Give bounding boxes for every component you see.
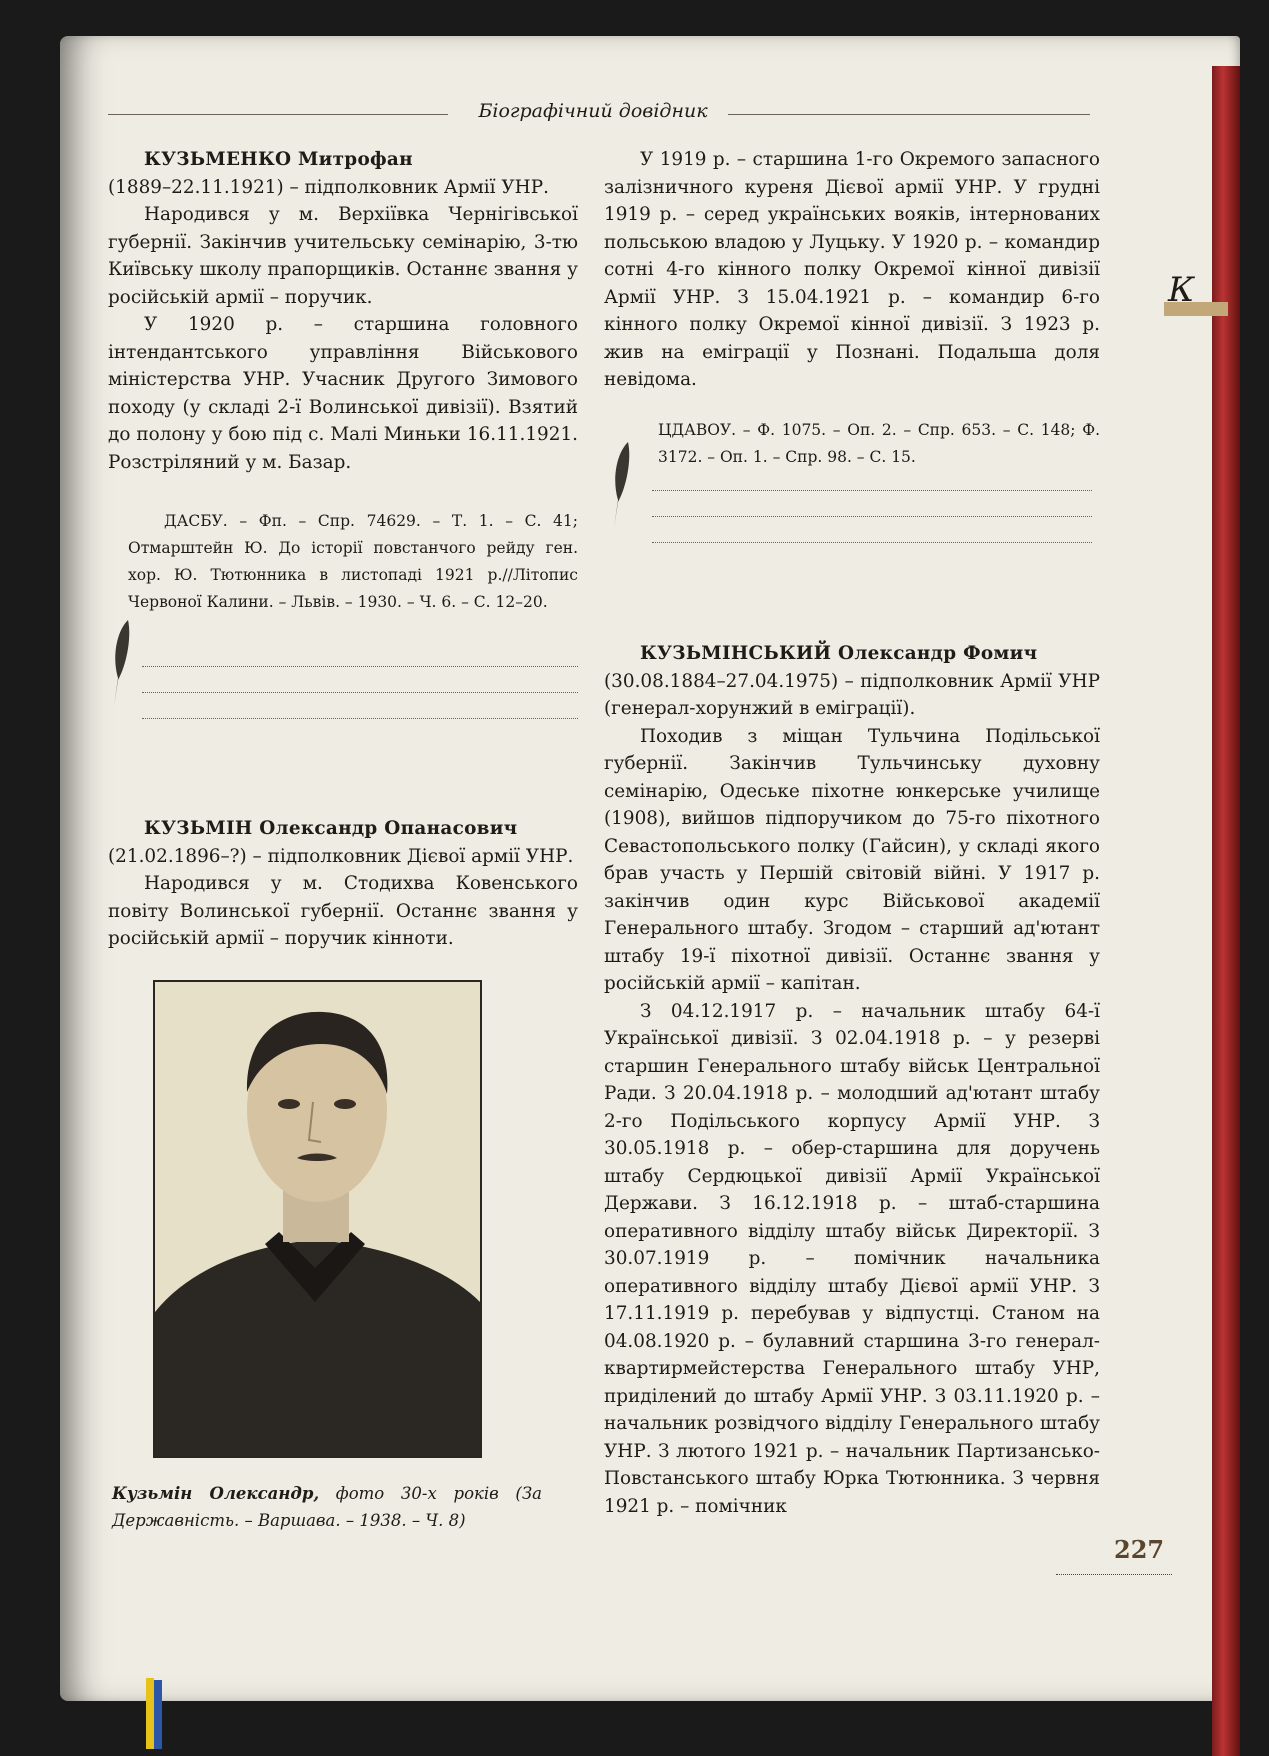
entry-dates: (30.08.1884–27.04.1975) – підполковник Армії УНР (генерал-хорунжий в еміграції). xyxy=(604,670,1100,719)
bookmark-ribbon-yellow xyxy=(146,1678,154,1749)
header-rule-right xyxy=(728,114,1090,115)
entry-dates: (21.02.1896–?) – підполковник Дієвої армії УНР. xyxy=(108,845,574,867)
entry-paragraph: Народився у м. Верхіївка Чернігівської губернії. Закінчив учительську семінарію, 3-тю Київську школу прапорщиків. Останнє звання у російській армії – поручик. xyxy=(108,204,578,308)
right-column xyxy=(604,146,1100,394)
page-number-rule xyxy=(1056,1574,1172,1575)
index-tab xyxy=(1164,270,1228,322)
caption-name: Кузьмін Олександр, xyxy=(112,1484,320,1503)
entry-paragraph: Народився у м. Стодихва Ковенського повіту Волинської губернії. Останнє звання у російській армії – поручик кінноти. xyxy=(108,873,578,949)
index-letter: К xyxy=(1168,270,1195,310)
entry-dates: (1889–22.11.1921) – підполковник Армії УНР. xyxy=(108,176,549,198)
running-header xyxy=(108,100,1090,130)
portrait-photo xyxy=(153,980,482,1458)
photo-caption xyxy=(112,1480,542,1534)
entry-paragraph: У 1919 р. – старшина 1-го Окремого запасного залізничного куреня Дієвої армії УНР. У грудні 1919 р. – серед українських вояків, інтернованих польською владою у Луцьку. У 1920 р. – командир сотні 4-го кінного полку Окремої кінної дивізії Армії УНР. З 15.04.1921 р. – командир 6-го кінного полку Окремої кінної дивізії. З 1923 р. жив на еміграції у Познані. Подальша доля невідома. xyxy=(604,149,1100,390)
entry-name: КУЗЬМІН Олександр Опанасович xyxy=(144,818,518,839)
source-text: ДАСБУ. – Фп. – Спр. 74629. – Т. 1. – С. 41; Отмарштейн Ю. До історії повстанчого рейду ген. хор. Ю. Тютюнника в листопаді 1921 р.//Літопис Червоної Калини. – Львів. – 1930. – Ч. 6. – С. 12–20. xyxy=(128,512,578,611)
header-rule-left xyxy=(108,114,448,115)
page-number: 227 xyxy=(1114,1535,1165,1564)
bookmark-ribbon-blue xyxy=(154,1680,162,1749)
left-column xyxy=(108,146,578,476)
header-title: Біографічний довідник xyxy=(478,100,708,122)
feather-icon xyxy=(610,440,632,530)
feather-icon xyxy=(110,618,132,708)
source-note xyxy=(128,508,578,616)
right-column-entry3 xyxy=(604,640,1100,1520)
source-text: ЦДАВОУ. – Ф. 1075. – Оп. 2. – Спр. 653. – С. 148; Ф. 3172. – Оп. 1. – Спр. 98. – С. 15. xyxy=(658,421,1100,466)
entry-name: КУЗЬМІНСЬКИЙ Олександр Фомич xyxy=(640,643,1038,664)
entry-name: КУЗЬМЕНКО Митрофан xyxy=(144,149,413,170)
entry-paragraph: Походив з міщан Тульчина Подільської губернії. Закінчив Тульчинську духовну семінарію, Одеське піхотне юнкерське училище (1908), вийшов підпоручиком до 75-го піхотного Севастопольського полку (Гайсин), у складі якого брав участь у Першій світовій війні. У 1917 р. закінчив один курс Військової академії Генерального штабу. Згодом – старший ад'ютант штабу 19-ї піхотної дивізії. Останнє звання у російській армії – капітан. xyxy=(604,725,1100,994)
source-note xyxy=(658,417,1100,471)
entry-paragraph: У 1920 р. – старшина головного інтендантського управління Військового міністерства УНР. Учасник Другого Зимового походу (у складі 2-ї Волинської дивізії). Взятий до полону у бою під с. Малі Миньки 16.11.1921. Розстріляний у м. Базар. xyxy=(108,314,578,473)
note-lines xyxy=(652,490,1092,568)
left-column-entry2 xyxy=(108,815,578,953)
portrait-image xyxy=(155,982,480,1456)
note-lines xyxy=(142,666,578,744)
entry-paragraph: З 04.12.1917 р. – начальник штабу 64-ї Української дивізії. З 02.04.1918 р. – у резерві старшин Генерального штабу військ Центральної Ради. З 20.04.1918 р. – молодший ад'ютант штабу 2-го Подільського корпусу Армії УНР. З 30.05.1918 р. – обер-старшина для доручень штабу Сердюцької дивізії Армії Української Держави. З 16.12.1918 р. – штаб-старшина оперативного відділу штабу військ Директорії. З 30.07.1919 р. – помічник начальника оперативного відділу штабу Дієвої армії УНР. З 17.11.1919 р. перебував у відпустці. Станом на 04.08.1920 р. – булавний старшина 3-го генерал-квартирмейстерства Генерального штабу УНР, приділений до штабу Армії УНР. З 03.11.1920 р. – начальник розвідчого відділу Генерального штабу УНР. З лютого 1921 р. – начальник Партизансько-Повстанського штабу Юрка Тютюнника. З червня 1921 р. – помічник xyxy=(604,1000,1100,1517)
caption-text: фото 30-х років (За Державність. – Варшава. – 1938. – Ч. 8) xyxy=(112,1484,542,1530)
